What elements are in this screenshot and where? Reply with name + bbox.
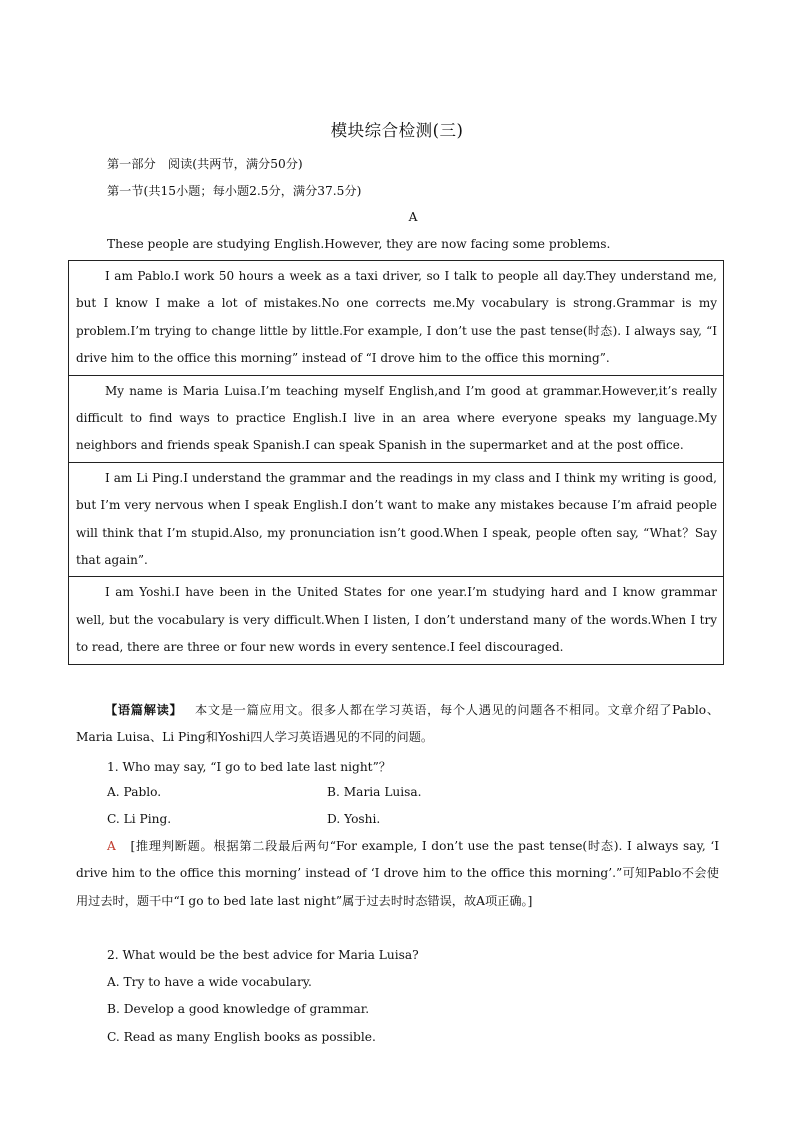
section-heading: 第一节(共15小题；每小题2.5分，满分37.5分) <box>107 184 362 198</box>
passage-box-liping <box>69 462 723 577</box>
question-1-option-c: C. Li Ping. <box>107 812 172 826</box>
question-1-answer: A <box>107 839 116 853</box>
question-2-stem: 2. What would be the best advice for Maria Luisa? <box>107 948 419 962</box>
analysis-label: 【语篇解读】 <box>105 703 183 717</box>
analysis-section <box>76 697 719 752</box>
passage-box-maria <box>69 375 723 462</box>
question-1-option-b: B. Maria Luisa. <box>327 785 422 799</box>
question-1-explanation <box>76 833 719 915</box>
passage-box-yoshi <box>69 576 723 663</box>
passage-box-pablo <box>69 261 723 375</box>
page-title: 模块综合检测(三) <box>330 121 464 140</box>
passage-label: A <box>408 210 418 224</box>
question-2-option-a: A. Try to have a wide vocabulary. <box>107 975 312 989</box>
question-1-option-a: A. Pablo. <box>107 785 162 799</box>
passage-box-text: My name is Maria Luisa.I’m teaching myself English,and I’m good at grammar.However,it’s really difficult to find ways to practice English.I live in an area where everyone speaks my language.My neighbors and friends speak Spanish.I can speak Spanish in the supermarket and at the post office. <box>76 383 717 453</box>
analysis-text: 本文是一篇应用文。很多人都在学习英语，每个人遇见的问题各不相同。文章介绍了Pablo、Maria Luisa、Li Ping和Yoshi四人学习英语遇见的不同的问题。 <box>76 703 720 745</box>
question-1-explanation-text: [推理判断题。根据第二段最后两句“For example, I don’t use the past tense(时态). I always say, ‘I drive him to the office this morning’ instead of ‘I drove him to the office this morning’.”可知Pablo不会使用过去时，题干中“I go to bed late last night”属于过去时时态错误，故A项正确。] <box>76 839 720 908</box>
question-2-option-b: B. Develop a good knowledge of grammar. <box>107 1002 370 1016</box>
passage-box-text: I am Li Ping.I understand the grammar and the readings in my class and I think my writing is good, but I’m very nervous when I speak English.I don’t want to make any mistakes because I’m afraid people will think that I’m stupid.Also, my pronunciation isn’t good.When I speak, people often say, “What？Say that again”. <box>76 470 717 568</box>
question-2-option-c: C. Read as many English books as possible. <box>107 1030 376 1044</box>
question-1-option-d: D. Yoshi. <box>327 812 381 826</box>
part-heading: 第一部分 阅读(共两节，满分50分) <box>107 157 303 171</box>
question-1-stem: 1. Who may say, “I go to bed late last night”？ <box>107 760 391 774</box>
passage-intro: These people are studying English.However, they are now facing some problems. <box>107 237 611 251</box>
passage-box-text: I am Pablo.I work 50 hours a week as a taxi driver, so I talk to people all day.They understand me, but I know I make a lot of mistakes.No one corrects me.My vocabulary is strong.Grammar is my problem.I’m trying to change little by little.For example, I don’t use the past tense(时态). I always say, “I drive him to the office this morning” instead of “I drove him to the office this morning”. <box>76 269 717 366</box>
passage-box-text: I am Yoshi.I have been in the United States for one year.I’m studying hard and I know grammar well, but the vocabulary is very difficult.When I listen, I don’t understand many of the words.When I try to read, there are three or four new words in every sentence.I feel discouraged. <box>76 585 717 655</box>
passage-boxes <box>68 260 724 665</box>
